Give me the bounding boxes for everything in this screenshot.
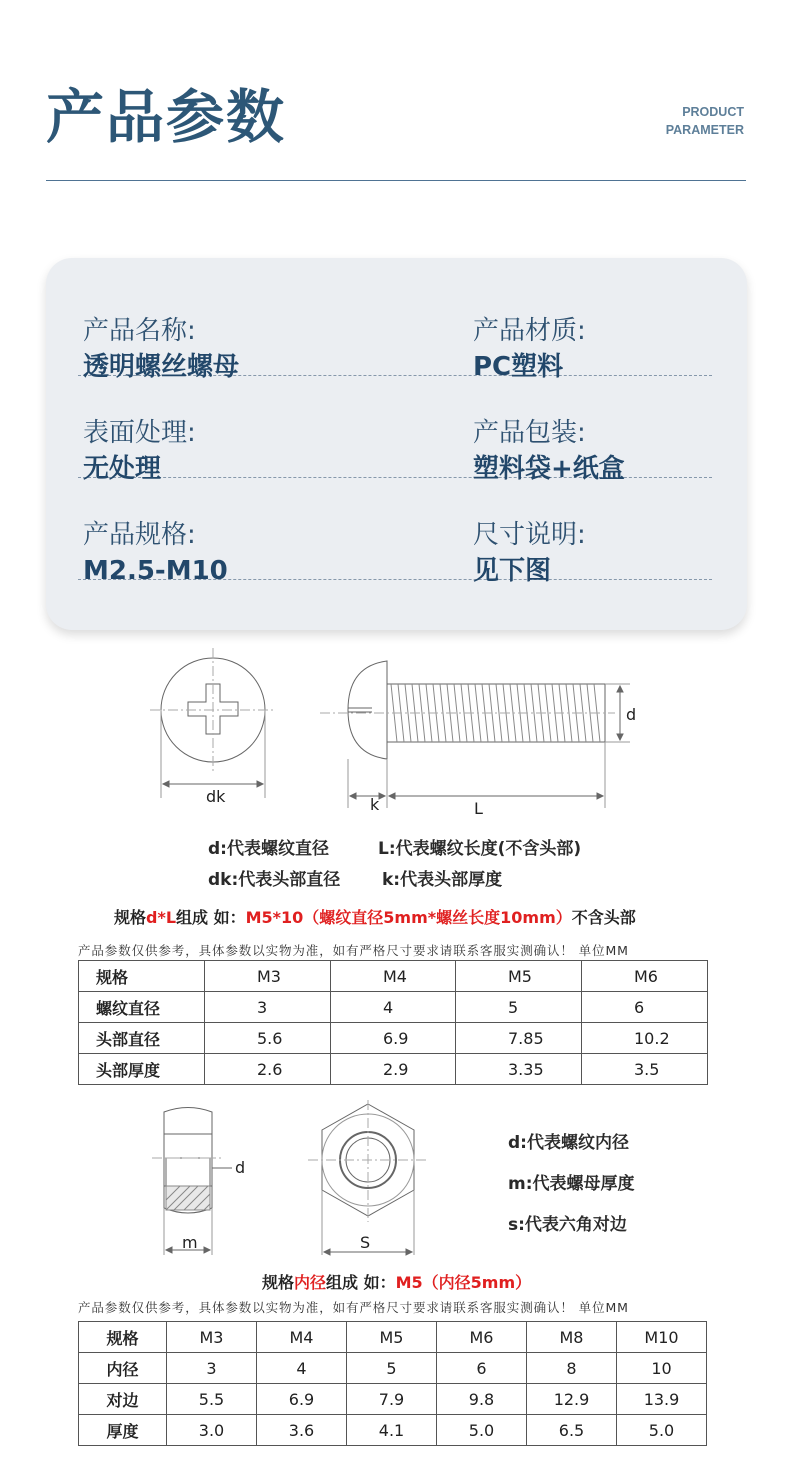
dim-label-s: S [360, 1233, 371, 1252]
spec-item-dimension [473, 478, 586, 588]
table-cell: 规格 [79, 961, 205, 992]
spec-row [78, 376, 712, 484]
table-cell: 9.8 [437, 1384, 527, 1415]
table-cell: M8 [527, 1322, 617, 1353]
spec-row [78, 274, 712, 382]
dim-label-m: m [182, 1233, 198, 1252]
table-cell: 8 [527, 1353, 617, 1384]
nut-legend-m: m:代表螺母厚度 [508, 1174, 635, 1194]
table-cell: 6.9 [257, 1384, 347, 1415]
screw-diagram [150, 648, 650, 824]
table-cell: 5 [456, 992, 582, 1023]
table-cell: 2.6 [205, 1054, 331, 1085]
spec-item-surface [83, 376, 196, 486]
subtitle-line-2: PARAMETER [665, 123, 744, 137]
table-cell: 5.5 [167, 1384, 257, 1415]
header-divider [46, 180, 746, 181]
spec-card [46, 258, 747, 630]
dim-label-d: d [626, 705, 637, 724]
table-cell: 5 [347, 1353, 437, 1384]
screw-spec-table [78, 960, 708, 1085]
disclaimer-note: 产品参数仅供参考，具体参数以实物为准，如有严格尺寸要求请联系客服实测确认！ 单位MM [78, 1300, 629, 1315]
table-cell: M6 [437, 1322, 527, 1353]
table-cell: 3 [205, 992, 331, 1023]
example-prefix: 规格 [262, 1273, 295, 1292]
disclaimer-note: 产品参数仅供参考，具体参数以实物为准，如有严格尺寸要求请联系客服实测确认！ 单位MM [78, 943, 629, 958]
example-suffix: 不含头部 [571, 908, 636, 927]
table-cell: 规格 [79, 1322, 167, 1353]
example-highlight: 内径 [294, 1273, 327, 1292]
nut-spec-table [78, 1321, 707, 1446]
example-middle: 组成 如： [176, 908, 246, 927]
dim-label-k: k [370, 795, 380, 814]
table-cell: 10 [617, 1353, 707, 1384]
table-row [79, 1384, 707, 1415]
table-cell: 3.5 [582, 1054, 708, 1085]
screw-legend-L: L:代表螺纹长度(不含头部) [378, 839, 582, 859]
screw-example [114, 905, 636, 928]
nut-legend-s: s:代表六角对边 [508, 1215, 627, 1235]
table-cell: 3.6 [257, 1415, 347, 1446]
table-cell: 3.35 [456, 1054, 582, 1085]
spec-label: 产品包装: [473, 418, 586, 448]
table-row [79, 992, 708, 1023]
dim-label-d: d [235, 1158, 246, 1177]
nut-diagram [148, 1100, 448, 1260]
spec-row [78, 478, 712, 586]
table-cell: 头部直径 [79, 1023, 205, 1054]
table-row [79, 1353, 707, 1384]
spec-value: 见下图 [473, 556, 552, 586]
spec-value: 透明螺丝螺母 [83, 352, 240, 382]
table-row [79, 1415, 707, 1446]
page-title: 产品参数 [46, 83, 287, 151]
spec-label: 产品名称: [83, 316, 196, 346]
table-cell: 4 [331, 992, 456, 1023]
hatch-area [166, 1186, 210, 1210]
table-cell: 5.0 [437, 1415, 527, 1446]
screw-legend-k: k:代表头部厚度 [382, 870, 503, 890]
example-middle: 组成 如： [326, 1273, 396, 1292]
table-cell: 5.6 [205, 1023, 331, 1054]
table-cell: 12.9 [527, 1384, 617, 1415]
table-cell: 头部厚度 [79, 1054, 205, 1085]
spec-item-material [473, 274, 586, 384]
table-cell: 7.85 [456, 1023, 582, 1054]
table-cell: 6.9 [331, 1023, 456, 1054]
nut-side-thread [166, 1158, 210, 1186]
example-highlight: M5（内径5mm） [395, 1273, 532, 1292]
example-highlight: M5*10（螺纹直径5mm*螺丝长度10mm） [245, 908, 572, 927]
spec-label: 产品规格: [83, 520, 196, 550]
table-cell: 4.1 [347, 1415, 437, 1446]
example-prefix: 规格 [114, 908, 147, 927]
table-cell: M5 [347, 1322, 437, 1353]
table-cell: 5.0 [617, 1415, 707, 1446]
spec-label: 产品材质: [473, 316, 586, 346]
table-cell: 13.9 [617, 1384, 707, 1415]
table-cell: 10.2 [582, 1023, 708, 1054]
spec-item-size [83, 478, 228, 588]
spec-item-name [83, 274, 239, 384]
dim-label-L: L [474, 799, 483, 818]
table-cell: M5 [456, 961, 582, 992]
table-row [79, 1023, 708, 1054]
table-cell: 7.9 [347, 1384, 437, 1415]
table-cell: M6 [582, 961, 708, 992]
table-cell: 2.9 [331, 1054, 456, 1085]
spec-label: 表面处理: [83, 418, 196, 448]
screw-legend-dk: dk:代表头部直径 [208, 870, 341, 890]
table-cell: M4 [257, 1322, 347, 1353]
spec-label: 尺寸说明: [473, 520, 586, 550]
page-subtitle [666, 103, 744, 139]
table-header-row [79, 961, 708, 992]
nut-example [262, 1270, 531, 1293]
table-cell: 3.0 [167, 1415, 257, 1446]
table-cell: 螺纹直径 [79, 992, 205, 1023]
table-cell: M3 [167, 1322, 257, 1353]
nut-legend-d: d:代表螺纹内径 [508, 1133, 629, 1153]
table-cell: 4 [257, 1353, 347, 1384]
spec-value: M2.5-M10 [83, 556, 228, 586]
table-cell: 厚度 [79, 1415, 167, 1446]
table-header-row [79, 1322, 707, 1353]
dim-label-dk: dk [206, 787, 226, 806]
table-cell: 6 [437, 1353, 527, 1384]
table-cell: 3 [167, 1353, 257, 1384]
table-cell: M4 [331, 961, 456, 992]
spec-value: PC塑料 [473, 352, 564, 382]
table-cell: 内径 [79, 1353, 167, 1384]
table-cell: 6.5 [527, 1415, 617, 1446]
table-cell: 6 [582, 992, 708, 1023]
table-cell: M10 [617, 1322, 707, 1353]
subtitle-line-1: PRODUCT [682, 105, 744, 119]
table-cell: 对边 [79, 1384, 167, 1415]
screw-head-side-view [348, 661, 387, 759]
spec-item-packaging [473, 376, 625, 486]
table-cell: M3 [205, 961, 331, 992]
spec-value: 塑料袋+纸盒 [473, 454, 625, 484]
spec-value: 无处理 [83, 454, 162, 484]
example-highlight: d*L [146, 908, 177, 927]
screw-legend-d: d:代表螺纹直径 [208, 839, 329, 859]
table-row [79, 1054, 708, 1085]
